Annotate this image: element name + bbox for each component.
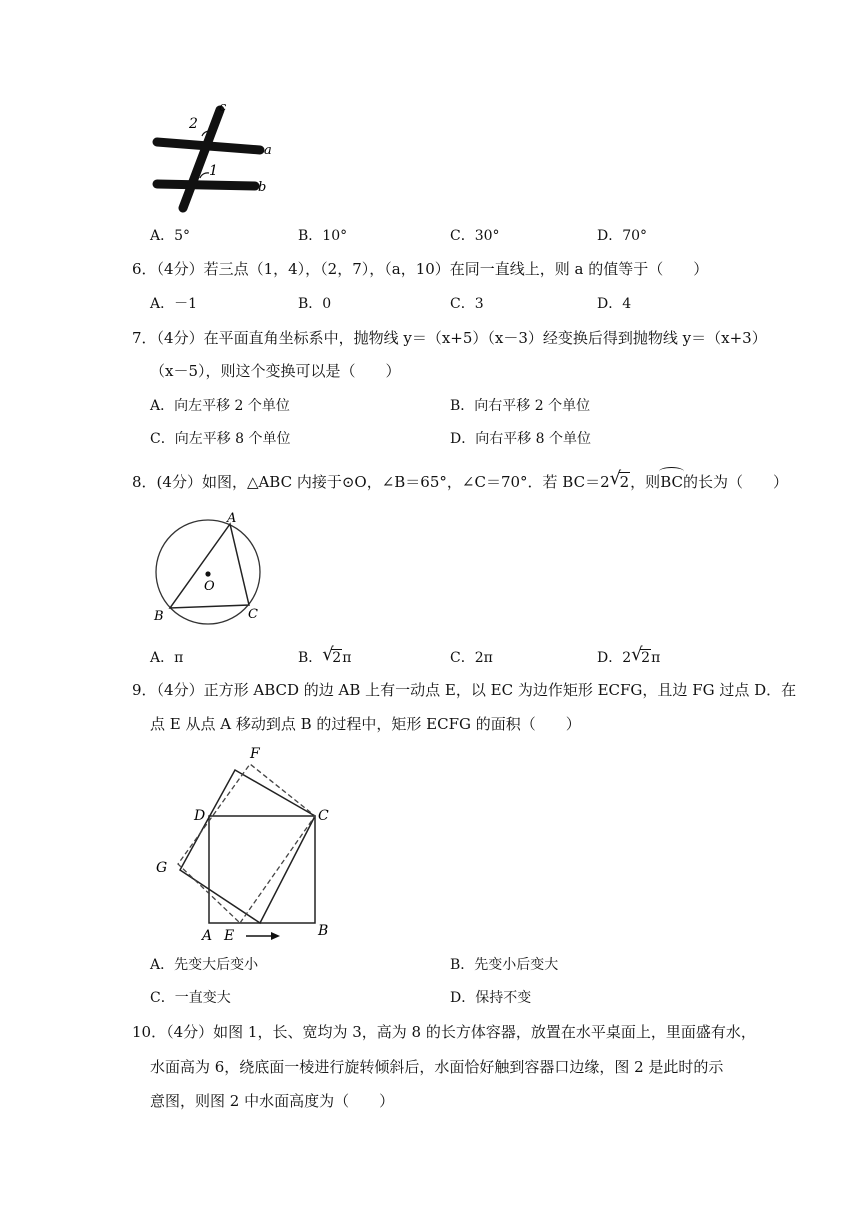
q8-sqrt-value: 2 [619,473,630,491]
q9-option-d: D．保持不变 [450,990,532,1006]
label-a: a [264,143,272,158]
q10-stem-line1: 10．（4分）如图 1，长、宽均为 3，高为 8 的长方体容器，放置在水平桌面上，里面盛有水， [132,1023,756,1041]
q8-stem-part3: 的长为（ ） [682,473,788,491]
q5-option-c: C．30° [450,228,500,244]
triangle-abc [170,524,249,608]
label-O: O [204,579,215,594]
q8-sqrt: √ 2 [609,468,630,491]
label-A: A [227,511,237,526]
q5-option-a: A．5° [150,228,191,244]
rectangle-solid [180,770,315,923]
label-2: 2 [189,116,198,132]
q7-stem-line1: 7．（4分）在平面直角坐标系中，抛物线 y＝（x+5）（x－3）经变换后得到抛物线 y＝（x+3） [132,329,767,347]
q8-option-b-sqrt-value: 2 [332,650,342,666]
q9-stem-line1: 9．（4分）正方形 ABCD 的边 AB 上有一动点 E，以 EC 为边作矩形 ECFG，且边 FG 过点 D．在 [132,681,797,699]
q9-stem-line2: 点 E 从点 A 移动到点 B 的过程中，矩形 ECFG 的面积（ ） [150,715,581,733]
q8-option-d [597,644,661,668]
q5-figure [145,98,285,218]
q10-stem-line3: 意图，则图 2 中水面高度为（ ） [150,1092,395,1110]
label-E: E [224,928,235,944]
q7-option-d: D．向右平移 8 个单位 [450,431,592,447]
q7-option-c: C．向左平移 8 个单位 [150,431,291,447]
q8-option-d-prefix: D．2 [597,650,632,666]
q8-option-d-sqrt-value: 2 [641,650,651,666]
line-b [157,184,255,186]
label-F: F [250,746,260,762]
label-C: C [248,607,258,622]
label-B: B [154,609,164,624]
q7-option-b: B．向右平移 2 个单位 [450,398,591,414]
arrow-head [271,932,280,940]
q7-option-a: A．向左平移 2 个单位 [150,398,290,414]
q8-option-b-suffix: π [342,650,352,666]
center-point [205,571,210,576]
q5-option-b: B．10° [298,228,348,244]
q6-option-b: B．0 [298,296,332,312]
q7-stem-line2: （x－5），则这个变换可以是（ ） [150,362,401,380]
q6-option-d: D．4 [597,296,632,312]
q9-option-a: A．先变大后变小 [150,957,259,973]
q8-option-b [298,644,352,668]
q6-option-c: C．3 [450,296,484,312]
q6-stem: 6．（4分）若三点（1，4），（2，7），（a，10）在同一直线上，则 a 的值等于（ ） [132,260,709,278]
q8-option-d-sqrt: √ 2 [631,644,651,666]
label-A: A [202,928,213,944]
q8-option-a: A．π [150,650,184,666]
label-D: D [194,808,206,824]
q8-option-b-prefix: B． [298,650,323,666]
q9-option-c: C．一直变大 [150,990,231,1006]
label-c: c [219,100,227,115]
label-G: G [156,860,168,876]
q9-option-b: B．先变小后变大 [450,957,559,973]
square-abcd [209,816,315,923]
q8-stem [132,468,788,492]
q8-option-b-sqrt: √ 2 [322,644,342,666]
rectangle-dashed [178,764,315,923]
label-B: B [318,923,329,939]
q10-stem-line2: 水面高为 6，绕底面一棱进行旋转倾斜后，水面恰好触到容器口边缘，图 2 是此时的示 [150,1058,724,1076]
label-1: 1 [209,163,218,179]
q8-figure [148,508,273,628]
q8-arc-label: BC [660,473,683,491]
label-C: C [318,808,329,824]
q8-option-c: C．2π [450,650,493,666]
q8-stem-part1: 8．(4分）如图，△ABC 内接于⊙O，∠B＝65°，∠C＝70°．若 BC＝2 [132,473,610,491]
q8-option-d-suffix: π [651,650,661,666]
q6-option-a: A．－1 [150,296,198,312]
q9-figure [150,742,340,944]
label-b: b [258,180,267,195]
q5-option-d: D．70° [597,228,648,244]
q8-stem-part2: ，则 [630,473,661,491]
